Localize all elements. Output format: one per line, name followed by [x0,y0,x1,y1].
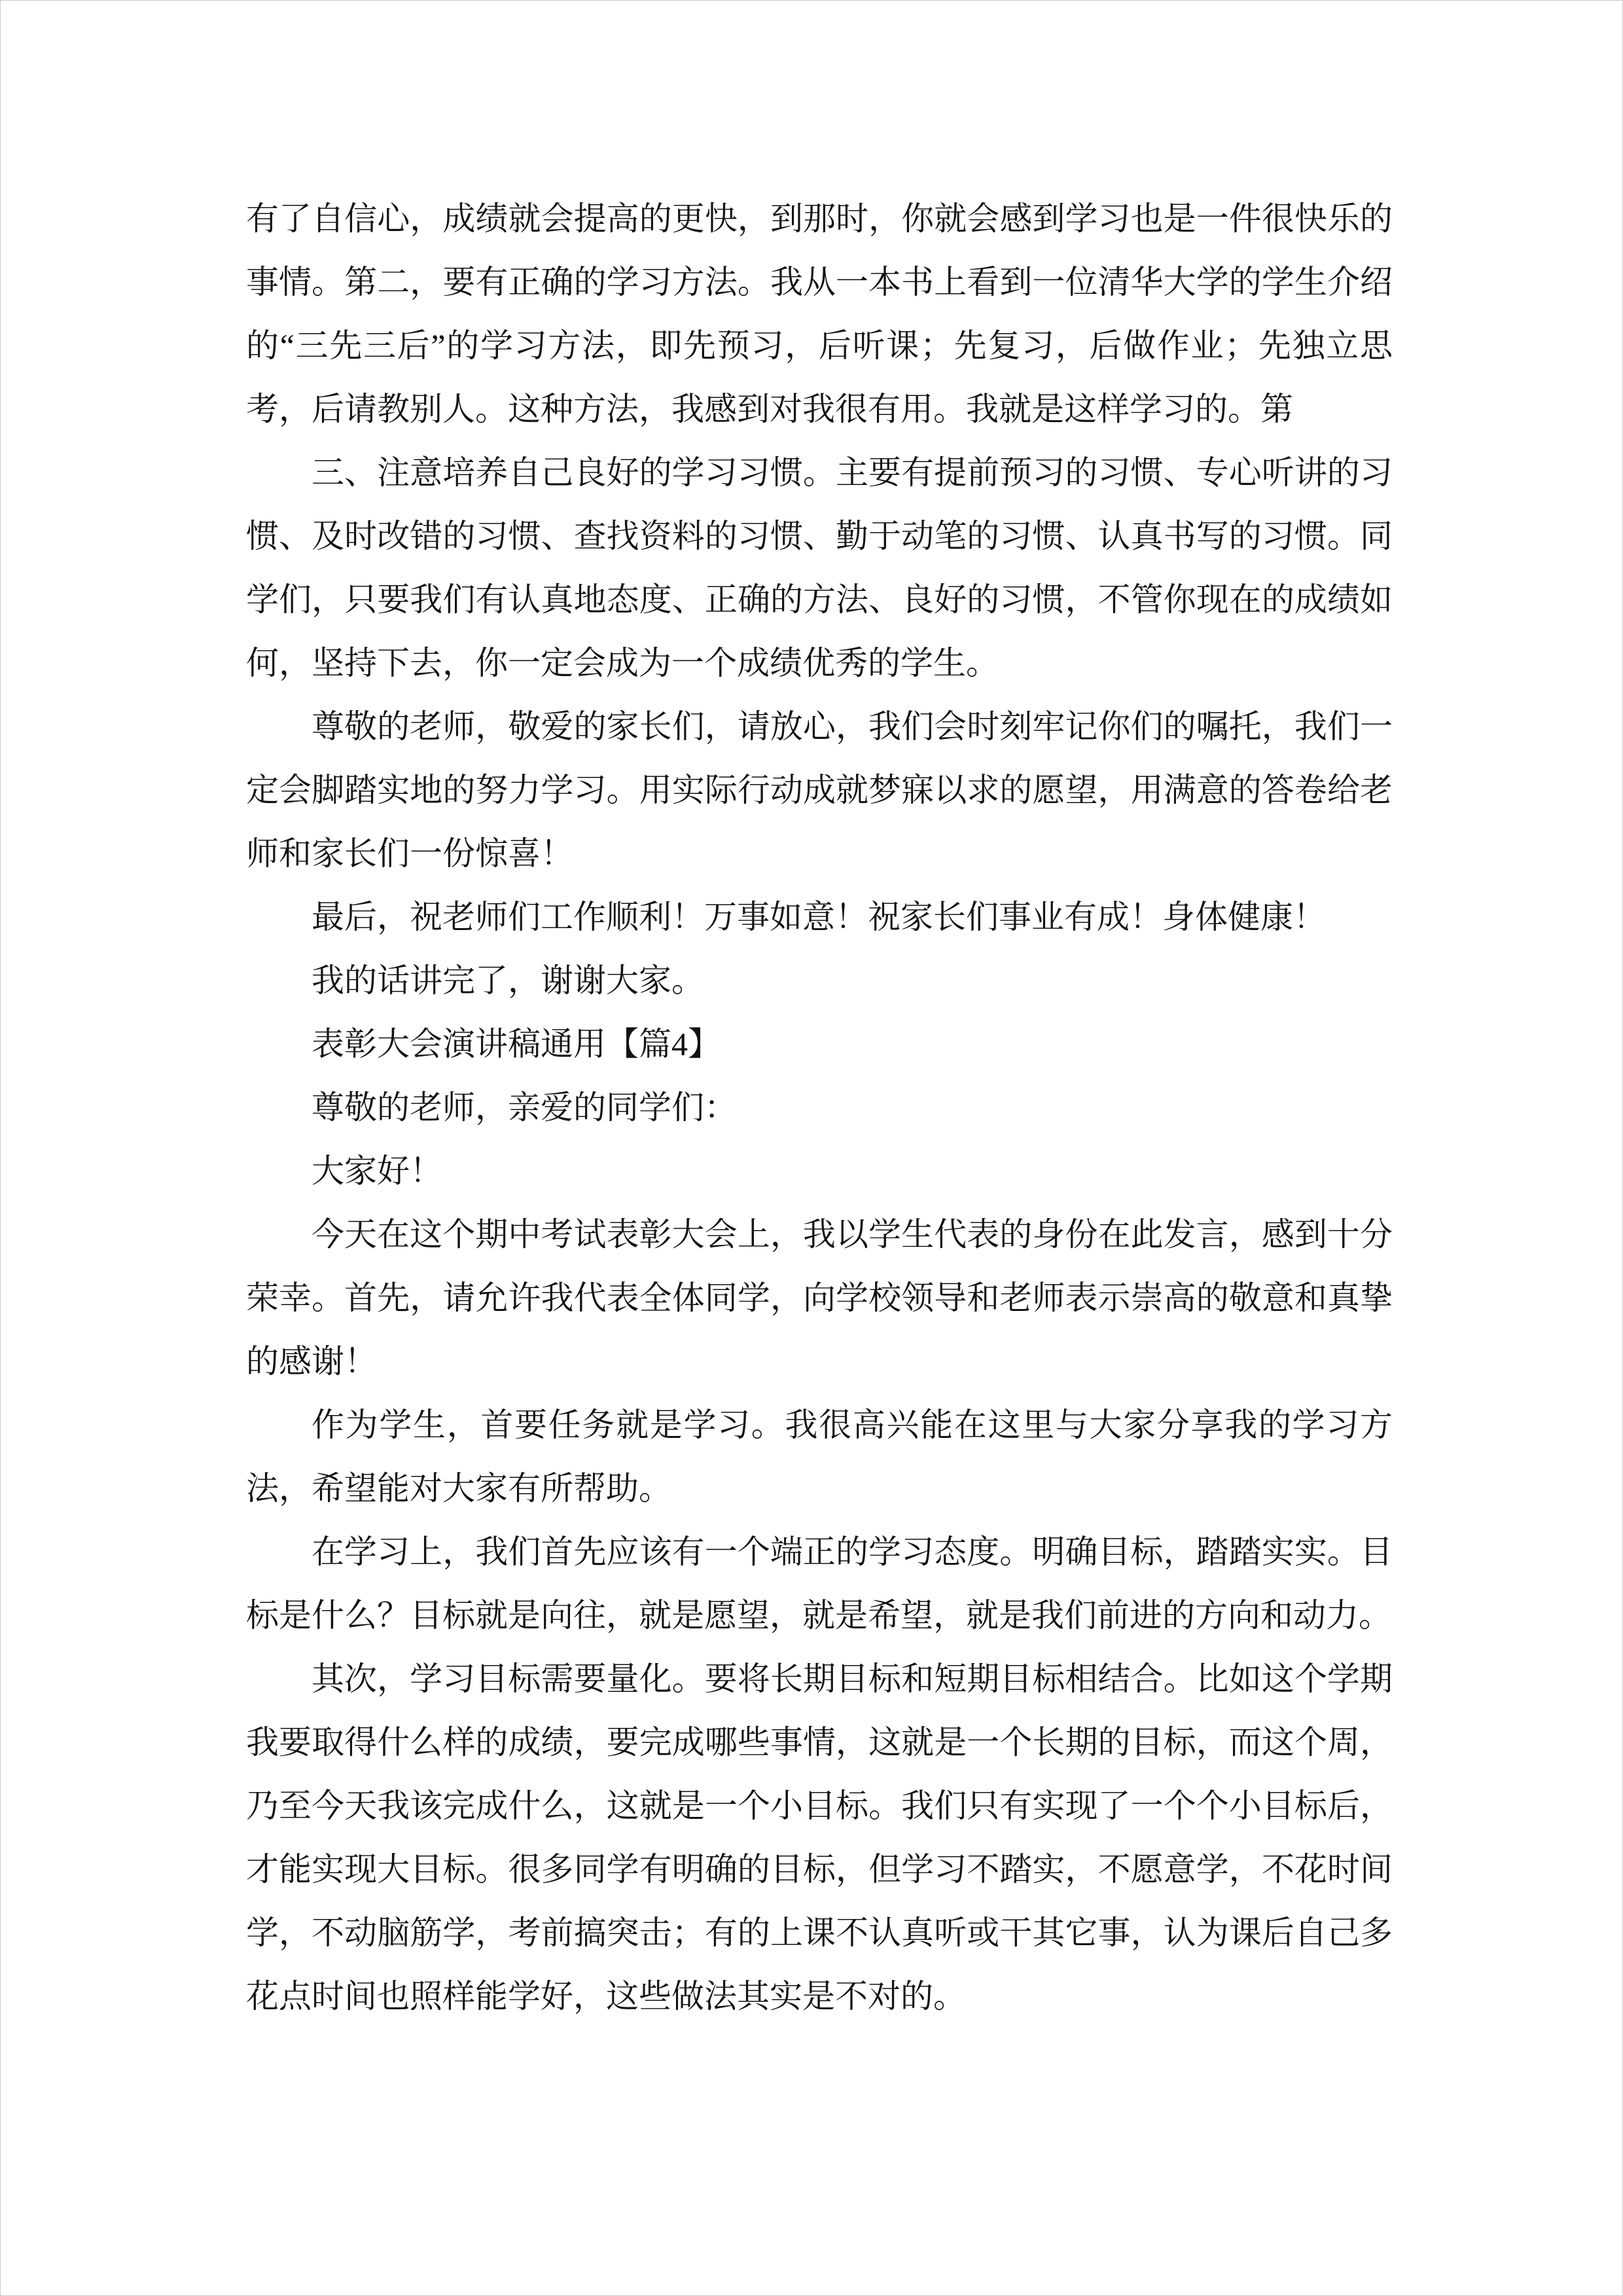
paragraph: 在学习上，我们首先应该有一个端正的学习态度。明确目标，踏踏实实。目标是什么？目标就是向往，就是愿望，就是希望，就是我们前进的方向和动力。 [246,1534,1393,1634]
paragraph: 最后，祝老师们工作顺利！万事如意！祝家长们事业有成！身体健康！ [312,899,1326,935]
paragraph: 表彰大会演讲稿通用【篇4】 [312,1026,721,1062]
paragraph: 大家好！ [312,1153,442,1189]
document-body [246,187,1393,2028]
paragraph: 有了自信心，成绩就会提高的更快，到那时，你就会感到学习也是一件很快乐的事情。第二，要有正确的学习方法。我从一本书上看到一位清华大学的学生介绍的“三先三后”的学习方法，即先预习，后听课；先复习，后做作业；先独立思考，后请教别人。这种方法，我感到对我很有用。我就是这样学习的。第 [246,200,1393,427]
paragraph: 尊敬的老师，敬爱的家长们，请放心，我们会时刻牢记你们的嘱托，我们一定会脚踏实地的努力学习。用实际行动成就梦寐以求的愿望，用满意的答卷给老师和家长们一份惊喜！ [246,708,1393,872]
paragraph: 我的话讲完了，谢谢大家。 [312,962,704,999]
paragraph: 其次，学习目标需要量化。要将长期目标和短期目标相结合。比如这个学期我要取得什么样的成绩，要完成哪些事情，这就是一个长期的目标，而这个周，乃至今天我该完成什么，这就是一个小目标。我们只有实现了一个个小目标后，才能实现大目标。很多同学有明确的目标，但学习不踏实，不愿意学，不花时间学，不动脑筋学，考前搞突击；有的上课不认真听或干其它事，认为课后自己多花点时间也照样能学好，这些做法其实是不对的。 [246,1660,1393,2015]
paragraph: 尊敬的老师，亲爱的同学们： [312,1089,737,1126]
paragraph: 今天在这个期中考试表彰大会上，我以学生代表的身份在此发言，感到十分荣幸。首先，请允许我代表全体同学，向学校领导和老师表示崇高的敬意和真挚的感谢！ [246,1216,1393,1380]
paragraph: 三、注意培养自己良好的学习习惯。主要有提前预习的习惯、专心听讲的习惯、及时改错的习惯、查找资料的习惯、勤于动笔的习惯、认真书写的习惯。同学们，只要我们有认真地态度、正确的方法、良好的习惯，不管你现在的成绩如何，坚持下去，你一定会成为一个成绩优秀的学生。 [246,454,1393,681]
paragraph: 作为学生，首要任务就是学习。我很高兴能在这里与大家分享我的学习方法，希望能对大家有所帮助。 [246,1407,1393,1507]
